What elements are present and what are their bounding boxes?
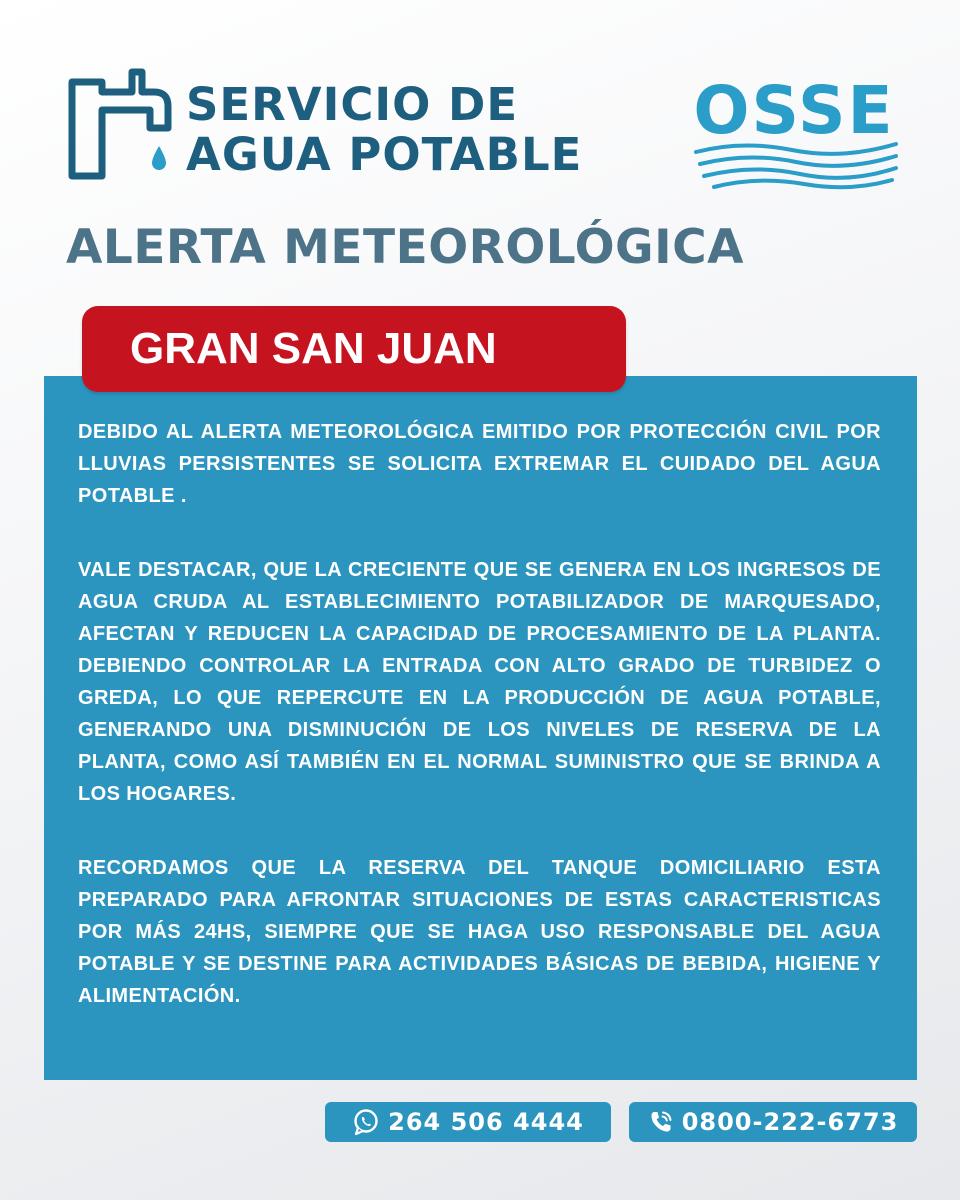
message-paragraph: VALE DESTACAR, QUE LA CRECIENTE QUE SE GENERA EN LOS INGRESOS DE AGUA CRUDA AL ESTABLECIMIENTO POTABILIZADOR DE MARQUESADO, AFECTAN Y REDUCEN LA CAPACIDAD DE PROCESAMIENTO DE LA PLANTA. DEBIENDO CONTROLAR LA ENTRADA CON ALTO GRADO DE TURBIDEZ O GREDA, LO QUE REPERCUTE EN LA PRODUCCIÓN DE AGUA POTABLE, GENERANDO UNA DISMINUCIÓN DE LOS NIVELES DE RESERVA DE LA PLANTA, COMO ASÍ TAMBIÉN EN EL NORMAL SUMINISTRO QUE SE BRINDA A LOS HOGARES. (78, 559, 881, 805)
region-badge (82, 306, 626, 392)
message-paragraph: RECORDAMOS QUE LA RESERVA DEL TANQUE DOMICILIARIO ESTA PREPARADO PARA AFRONTAR SITUACIONES DE ESTAS CARACTERISTICAS POR MÁS 24HS, SIEMPRE QUE SE HAGA USO RESPONSABLE DEL AGUA POTABLE Y SE DESTINE PARA ACTIVIDADES BÁSICAS DE BEBIDA, HIGIENE Y ALIMENTACIÓN. (78, 857, 881, 1007)
message-text (78, 416, 881, 1054)
whatsapp-contact[interactable] (325, 1102, 611, 1142)
phone-number: 0800-222-6773 (681, 1108, 899, 1136)
phone-icon (648, 1109, 674, 1135)
alert-title: ALERTA METEOROLÓGICA (66, 220, 744, 275)
service-title-line2: AGUA POTABLE (186, 128, 583, 181)
service-title-line1: SERVICIO DE (186, 78, 519, 131)
faucet-icon (62, 62, 178, 180)
phone-contact[interactable] (629, 1102, 917, 1142)
header (0, 0, 960, 210)
waves-icon (692, 136, 898, 190)
message-paragraph: DEBIDO AL ALERTA METEOROLÓGICA EMITIDO POR PROTECCIÓN CIVIL POR LLUVIAS PERSISTENTES SE SOLICITA EXTREMAR EL CUIDADO DEL AGUA POTABLE . (78, 421, 881, 507)
region-label: GRAN SAN JUAN (130, 324, 497, 373)
whatsapp-icon (352, 1108, 380, 1136)
whatsapp-number: 264 506 4444 (388, 1108, 584, 1136)
service-title (186, 80, 582, 180)
osse-logo-text: OSSE (693, 72, 895, 149)
message-panel (44, 376, 917, 1080)
osse-logo (688, 74, 900, 190)
